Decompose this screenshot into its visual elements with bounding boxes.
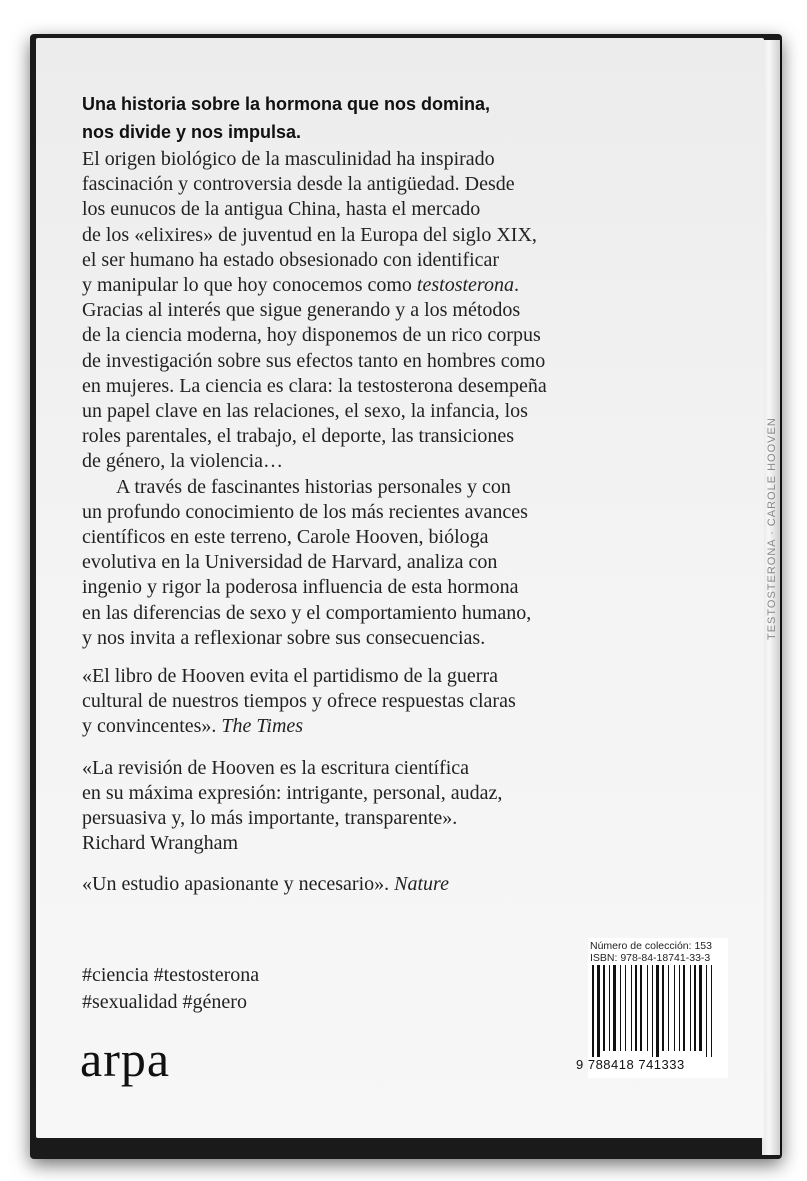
synopsis-line <box>82 273 732 298</box>
collection-number: Número de colección: 153 <box>590 940 712 952</box>
review-quote-nature <box>82 872 732 897</box>
synopsis-line: de investigación sobre sus efectos tanto en hombres como <box>82 349 546 372</box>
barcode-bar <box>640 965 642 1051</box>
synopsis-line: evolutiva en la Universidad de Harvard, analiza con <box>82 551 498 574</box>
barcode-bar <box>592 965 594 1057</box>
isbn-text: ISBN: 978-84-18741-33-3 <box>590 952 711 964</box>
barcode-icon <box>588 965 728 1057</box>
quote-line <box>82 872 732 897</box>
barcode-bar <box>706 965 707 1057</box>
barcode-bar <box>597 965 600 1057</box>
barcode-bar <box>647 965 648 1051</box>
synopsis-line: en las diferencias de sexo y el comportamiento humano, <box>82 601 532 624</box>
synopsis-line: de género, la violencia… <box>82 450 284 473</box>
hashtags <box>82 962 259 1016</box>
barcode-bar <box>656 965 659 1057</box>
synopsis-line: en mujeres. La ciencia es clara: la testosterona desempeña <box>82 374 547 397</box>
barcode-bar <box>694 965 696 1051</box>
synopsis-line: un papel clave en las relaciones, el sexo, la infancia, los <box>82 400 528 423</box>
quote-line: en su máxima expresión: intrigante, personal, audaz, <box>82 781 503 804</box>
barcode-bar <box>635 965 637 1051</box>
barcode-bar <box>679 965 680 1051</box>
quote-source: Richard Wrangham <box>82 832 238 855</box>
barcode-bar <box>620 965 621 1051</box>
barcode-bar <box>631 965 632 1051</box>
synopsis-line: un profundo conocimiento de los más recientes avances <box>82 500 528 523</box>
hashtag-line: #ciencia #testosterona <box>82 964 260 986</box>
synopsis-line: y nos invita a reflexionar sobre sus consecuencias. <box>82 626 486 649</box>
barcode-bar <box>699 965 702 1051</box>
quote-line: «El libro de Hooven evita el partidismo de la guerra <box>82 665 498 687</box>
quote-source: The Times <box>221 715 304 738</box>
barcode-bar <box>603 965 605 1051</box>
synopsis <box>82 147 732 651</box>
quote-text: y convincentes». <box>82 715 222 738</box>
barcode-bar <box>668 965 669 1051</box>
tagline-line-2: nos divide y nos impulsa. <box>82 122 302 142</box>
synopsis-line: científicos en este terreno, Carole Hooven, bióloga <box>82 526 489 549</box>
synopsis-line: los eunucos de la antigua China, hasta el mercado <box>82 198 481 221</box>
barcode-number: 9 788418 741333 <box>576 1057 685 1072</box>
barcode-bar <box>662 965 664 1051</box>
barcode-bar <box>674 965 675 1051</box>
synopsis-line: A través de fascinantes historias personales y con <box>116 475 511 498</box>
synopsis-line: ingenio y rigor la poderosa influencia de esta hormona <box>82 576 519 599</box>
barcode-bar <box>711 965 712 1057</box>
quote-line <box>82 714 732 739</box>
synopsis-italic: testosterona <box>416 274 514 297</box>
synopsis-line: roles parentales, el trabajo, el deporte, las transiciones <box>82 425 515 448</box>
spine-title: TESTOSTERONA · CAROLE HOOVEN <box>766 417 778 640</box>
synopsis-text: y manipular lo que hoy conocemos como <box>82 274 417 297</box>
review-quote-wrangham <box>82 756 732 857</box>
barcode-bar <box>625 965 626 1051</box>
quote-text: «Un estudio apasionante y necesario». <box>82 873 395 896</box>
synopsis-line: Gracias al interés que sigue generando y a los métodos <box>82 299 521 322</box>
barcode-bar <box>690 965 691 1051</box>
quote-source: Nature <box>394 873 449 896</box>
synopsis-line: fascinación y controversia desde la antigüedad. Desde <box>82 173 515 196</box>
barcode-bar <box>652 965 653 1057</box>
synopsis-line: de la ciencia moderna, hoy disponemos de un rico corpus <box>82 324 541 347</box>
tagline-line-1: Una historia sobre la hormona que nos domina, <box>82 94 491 114</box>
review-quote-times <box>82 664 732 740</box>
synopsis-line: el ser humano ha estado obsesionado con identificar <box>82 248 500 271</box>
synopsis-text: . <box>513 274 519 297</box>
barcode-bar <box>683 965 685 1051</box>
publisher-logo: arpa <box>80 1031 171 1087</box>
barcode-meta <box>590 940 712 964</box>
quote-line: persuasiva y, lo más importante, transparente». <box>82 807 458 830</box>
synopsis-line: El origen biológico de la masculinidad ha inspirado <box>82 148 495 170</box>
review-quotes <box>82 664 732 914</box>
hashtag-line: #sexualidad #género <box>82 991 247 1013</box>
barcode-bar <box>609 965 610 1051</box>
synopsis-line: de los «elixires» de juventud en la Europa del siglo XIX, <box>82 223 537 246</box>
barcode-bar <box>613 965 616 1051</box>
quote-line: «La revisión de Hooven es la escritura científica <box>82 756 470 779</box>
quote-line: cultural de nuestros tiempos y ofrece respuestas claras <box>82 690 516 713</box>
tagline <box>82 90 722 146</box>
